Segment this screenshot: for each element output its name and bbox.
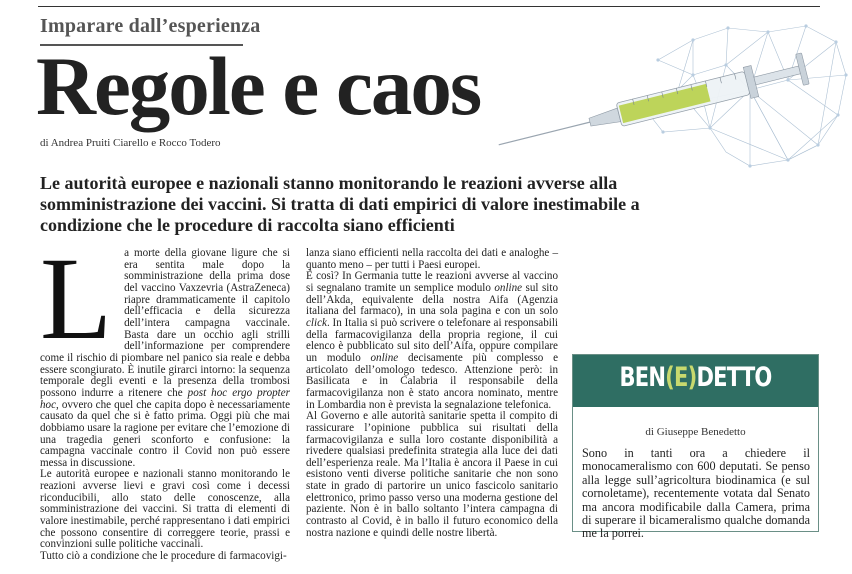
article-text: sul sito dell’Akda, equivalente della nostra Aifa (Agenzia italiana del farmaco), in una sola pagina e con un solo <box>306 281 558 318</box>
article-paragraph: Le autorità europee e nazionali stanno monitorando le reazioni avverse lievi e gravi così come i decessi riconducibili, allo stato delle conoscenze, alla somministrazione dei vaccini. Si tratta di elementi di valore inestimabile, perché rappresentano i dati empirici che possono consentire di correggere teorie, prassi e convinzioni sulle politiche vaccinali. <box>40 468 290 551</box>
article-column-1 <box>40 233 290 563</box>
article-paragraph: Tutto ciò a condizione che le procedure di farmacovigi- <box>40 550 287 563</box>
sidebar-title <box>600 362 791 393</box>
section-label: Imparare dall’esperienza <box>40 15 261 37</box>
article-paragraph: lanza siano efficienti nella raccolta dei dati e analoghe – quanto meno – per tutti i Paesi europei. <box>306 247 558 271</box>
article-text: . In Italia si può scrivere o telefonare ai responsabili della farmacovigilanza della propria regione, il cui elenco è pubblicato sul sito dell’Aifa, oppure compilare un modulo <box>306 316 558 364</box>
article-text: , ovvero che quel che capita dopo è necessariamente causato da quel che si è fatto prima. Oggi più che mai dobbiamo usare la ragione per evitare che l’emozione di una tragedia generi sconforto e confusione: la campagna vaccinale contro il Covid non può essere messa in discussione. <box>40 398 290 469</box>
article-paragraph <box>306 271 558 411</box>
syringe <box>495 53 809 160</box>
sidebar-header <box>573 355 818 407</box>
article-paragraph: Al Governo e alle autorità sanitarie spetta il compito di rassicurare l’opinione pubblica sui risultati della farmacovigilanza e sulla loro costante disponibilità a rivedere qualsiasi predefinita strategia alla luce dei dati dell’esperienza reale. Ma l’Italia è ancora il Paese in cui esistono venti diverse politiche sanitarie che non sono state in grado di partorire un unico fascicolo sanitario elettronico, primo passo verso una moderna gestione del paziente. Non è in ballo soltanto l’intera campagna di contrasto al Covid, è in ballo il futuro economico della nostra nazione e quindi delle nostre libertà. <box>306 410 558 539</box>
sidebar-title-post: DETTO <box>696 362 772 393</box>
article-text: decisamente più complesso e articolato dell’omologo tedesco. Attenzione però: in Basilicata e in Calabria il responsabile della farmacovigilanza non è stato ancora nominato, mentre in Lombardia non è prevista la segnalazione telefonica. <box>306 351 558 411</box>
sidebar-title-highlight: (E) <box>665 362 697 393</box>
sidebar-box <box>572 354 819 541</box>
deck-subheadline: Le autorità europee e nazionali stanno monitorando le reazioni avverse alla somministrazione dei vaccini. Si tratta di dati empirici di valore inestimabile a condizione che le procedure di raccolta siano efficienti <box>40 173 640 235</box>
latin-phrase: post hoc ergo propter hoc <box>40 386 290 411</box>
sidebar-title-pre: BEN <box>619 362 666 393</box>
article-column-2 <box>306 248 558 539</box>
article-text: a morte della giovane ligure che si era sentita male dopo la somministrazione della prima dose del vaccino Vaxzevria (AstraZeneca) riapre drammaticamente il capitolo dell’efficacia e della sicurezza dell’intera campagna vaccinale. Basta dare un occhio agli strilli dell’informazione per comprendere come il rischio di piombare nel panico sia reale e debba essere scongiurato. È inutile girarci intorno: la sequenza temporale degli eventi e la presenza della trombosi possono indurre a ritenere che <box>40 247 290 399</box>
sidebar-author: di Giuseppe Benedetto <box>645 426 746 438</box>
italic-term: click <box>306 316 327 329</box>
top-rule <box>38 6 820 7</box>
italic-term: online <box>370 351 399 364</box>
byline: di Andrea Pruiti Ciarello e Rocco Todero <box>40 137 221 149</box>
headline: Regole e caos <box>36 40 481 132</box>
article-paragraph <box>40 233 290 469</box>
article-text: È così? In Germania tutte le reazioni avverse al vaccino si segnalano tramite un semplice modulo <box>306 270 558 294</box>
drop-cap: L <box>40 233 113 364</box>
sidebar-text: Sono in tanti ora a chiedere il monocameralismo con 600 deputati. Se penso alla legge sull’agricoltura biodinamica (e sul cornoletame), recentemente votata dal Senato ma ancora modificabile dalla Camera, prima di superare il bicameralismo qualche domanda me la porrei. <box>582 446 810 541</box>
syringe-illustration <box>488 20 850 170</box>
italic-term: online <box>494 281 523 294</box>
